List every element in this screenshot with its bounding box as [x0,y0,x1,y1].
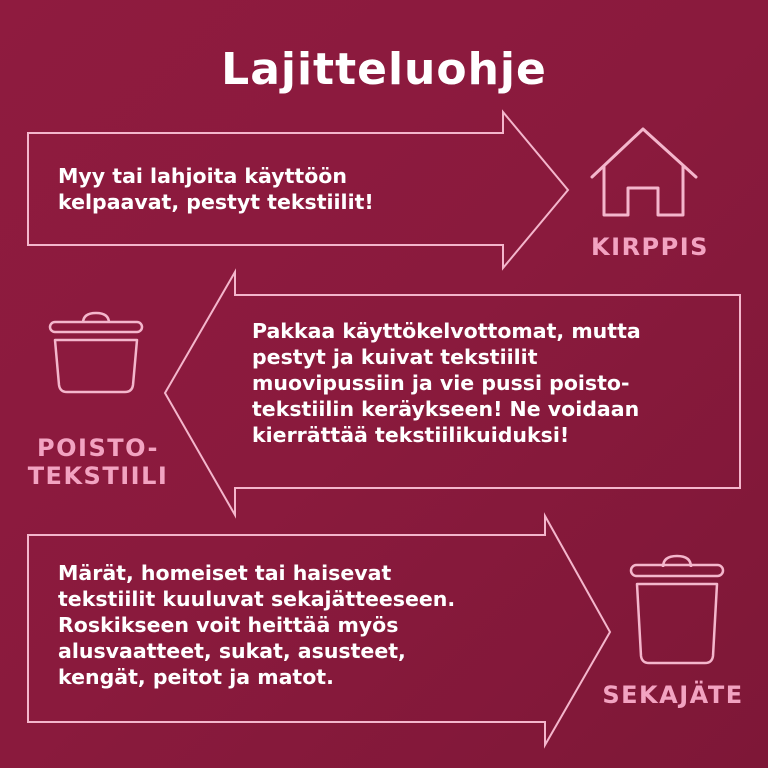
sekajate-label: SEKAJÄTE [602,681,744,709]
poistotekstiili-instructions: Pakkaa käyttökelvottomat, mutta pestyt ja kuivat tekstiilit muovipussiin ja vie pussi poisto- tekstiilin keräykseen! Ne voidaan kierrättää tekstiilikuiduksi! [252,319,641,447]
trash-bin-icon [631,556,723,663]
kirppis-label: KIRPPIS [591,233,709,261]
page-title: Lajitteluohje [221,44,547,95]
trash-bin-icon [50,313,142,392]
sekajate-instructions: Märät, homeiset tai haisevat tekstiilit kuuluvat sekajätteeseen. Roskikseen voit heittää myös alusvaatteet, sukat, asusteet, kengät, peitot ja matot. [58,561,456,689]
house-icon [592,129,696,215]
poistotekstiili-label: POISTO- TEKSTIILI [27,434,169,490]
kirppis-instructions: Myy tai lahjoita käyttöön kelpaavat, pestyt tekstiilit! [58,164,374,214]
